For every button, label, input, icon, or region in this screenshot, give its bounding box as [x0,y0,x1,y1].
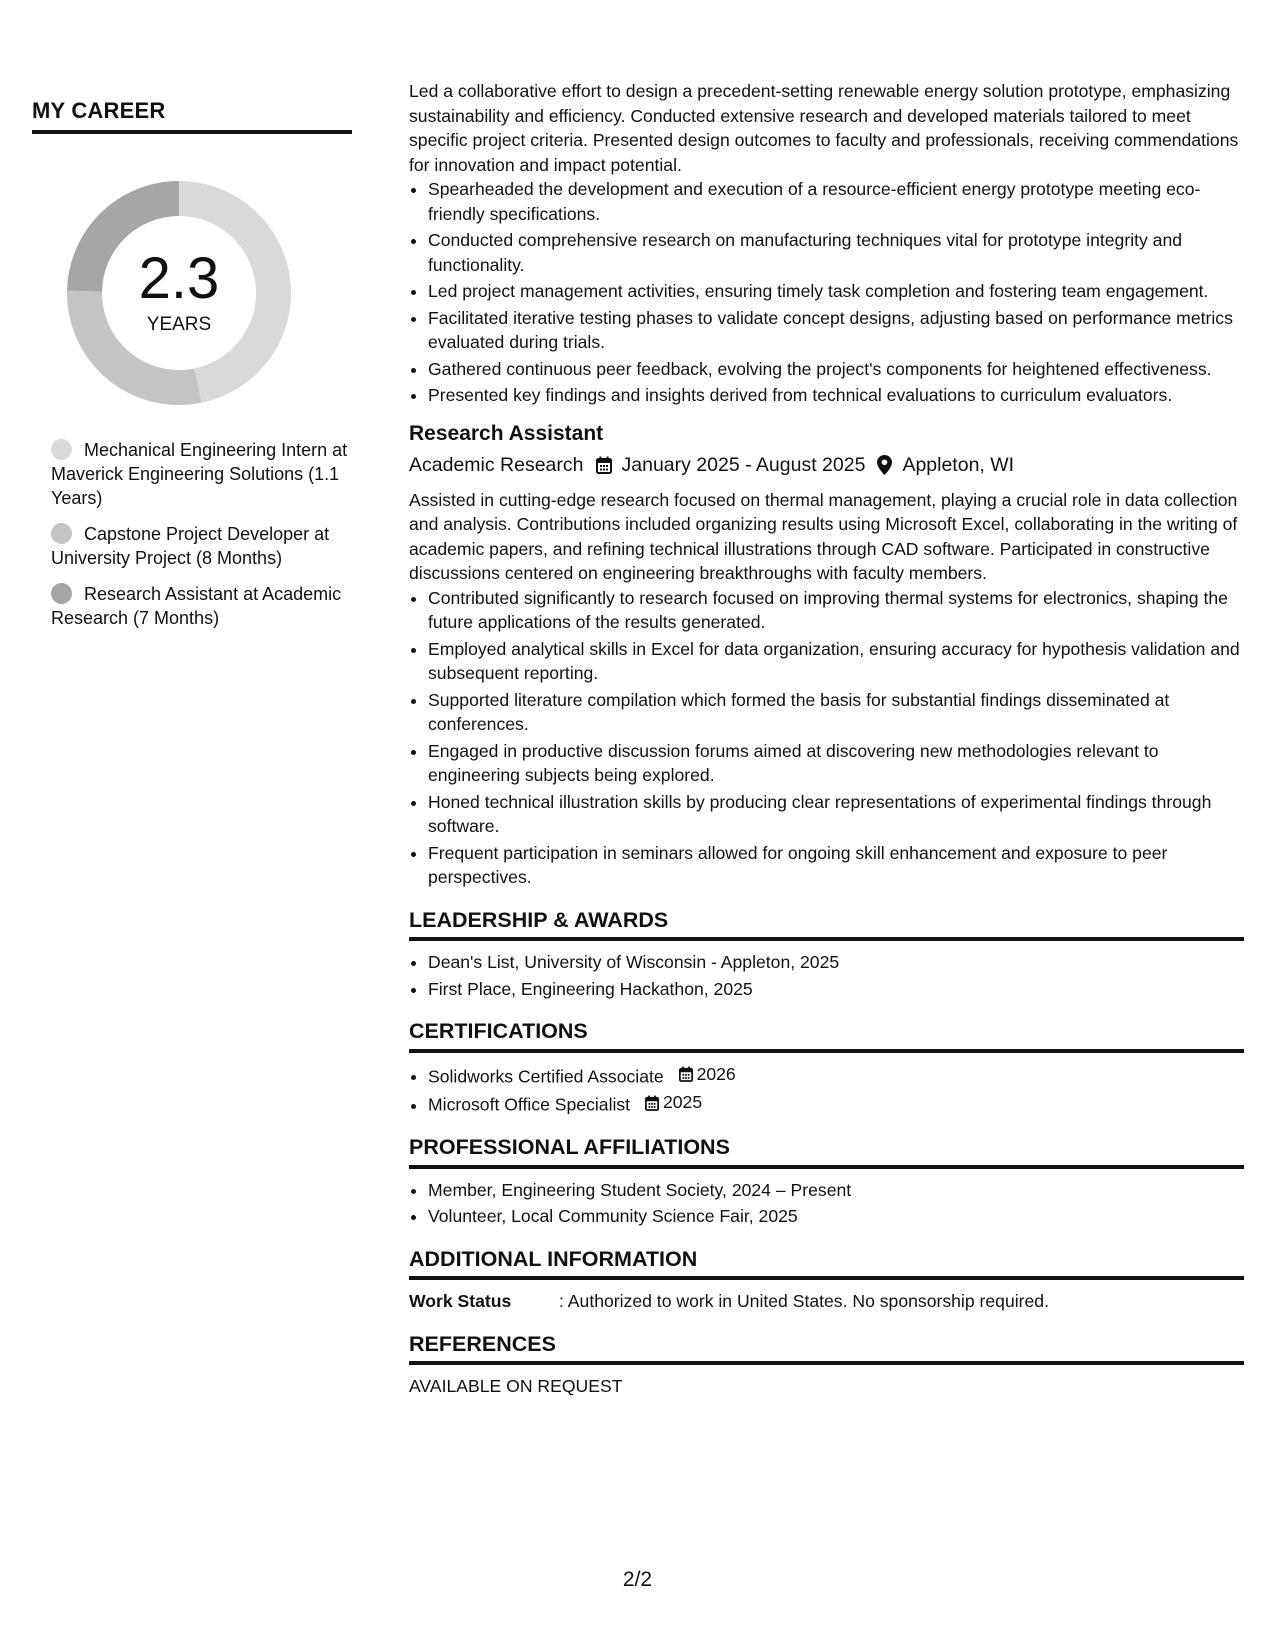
career-title: MY CAREER [32,98,352,134]
career-sidebar [32,98,352,642]
certification-year: 2025 [662,1092,703,1113]
job-company: Academic Research [409,454,584,476]
bullet-item: • Spearheaded the development and execution of a resource-efficient energy prototype meeting eco-friendly specifications. [428,177,1244,226]
calendar-icon [645,1095,659,1111]
bullet-item: • Frequent participation in seminars allowed for ongoing skill enhancement and exposure to peer perspectives. [428,841,1244,890]
job-location: Appleton, WI [902,454,1015,476]
legend-item [51,522,352,570]
job-meta [409,453,1244,478]
certification-name: Microsoft Office Specialist [428,1094,631,1115]
main-content [409,79,1244,1399]
additional-info-title: ADDITIONAL INFORMATION [409,1247,1244,1281]
bullet-item: • Led project management activities, ensuring timely task completion and fostering team engagement. [428,279,1244,304]
certification-item [428,1062,1244,1089]
affiliations-list [409,1178,1244,1229]
page-number: 2/2 [622,1568,653,1591]
references-text: AVAILABLE ON REQUEST [409,1376,623,1396]
bullet-item: • Supported literature compilation which formed the basis for substantial findings disseminated at conferences. [428,688,1244,737]
map-pin-icon [877,455,892,475]
leadership-list [409,950,1244,1001]
certifications-list [409,1062,1244,1118]
total-years-value: 2.3 [138,246,220,311]
legend-item [51,582,352,630]
calendar-icon [679,1066,693,1082]
bullet-item: • Facilitated iterative testing phases to validate concept designs, adjusting based on performance metrics evaluated during trials. [428,306,1244,355]
work-status-row [409,1289,1244,1314]
calendar-icon [596,456,612,474]
bullet-item: • Employed analytical skills in Excel for data organization, ensuring accuracy for hypothesis validation and subsequent reporting. [428,637,1244,686]
work-status-value: : Authorized to work in United States. No sponsorship required. [559,1291,1049,1311]
list-item: • First Place, Engineering Hackathon, 2025 [428,977,1244,1002]
capstone-bullets [409,177,1244,408]
legend-label: Research Assistant at Academic Research (7 Months) [51,584,342,628]
certifications-title: CERTIFICATIONS [409,1019,1244,1053]
bullet-item: • Honed technical illustration skills by producing clear representations of experimental findings through software. [428,790,1244,839]
capstone-summary: Led a collaborative effort to design a precedent-setting renewable energy solution prototype, emphasizing sustainability and efficiency. Conducted extensive research and developed materials tailored to meet specific project criteria. Presented design outcomes to faculty and professionals, receiving commendations for innovation and impact potential. [409,81,1239,175]
bullet-item: • Presented key findings and insights derived from technical evaluations to curriculum evaluators. [428,383,1244,408]
bullet-item: • Gathered continuous peer feedback, evolving the project's components for heightened effectiveness. [428,357,1244,382]
list-item: • Member, Engineering Student Society, 2024 – Present [428,1178,1244,1203]
affiliations-title: PROFESSIONAL AFFILIATIONS [409,1135,1244,1169]
legend-label: Capstone Project Developer at University Project (8 Months) [51,524,330,568]
research-summary: Assisted in cutting-edge research focused on thermal management, playing a crucial role in data collection and analysis. Contributions included organizing results using Microsoft Excel, collaborating in the writing of academic papers, and refining technical illustrations through CAD software. Participated in constructive discussions centered on engineering breakthroughs with faculty members. [409,489,1238,583]
list-item: • Dean's List, University of Wisconsin - Appleton, 2025 [428,950,1244,975]
certification-item [428,1090,1244,1117]
list-item: • Volunteer, Local Community Science Fair, 2025 [428,1204,1244,1229]
research-bullets [409,586,1244,890]
legend-dot [51,523,72,544]
legend-dot [51,583,72,604]
leadership-title: LEADERSHIP & AWARDS [409,908,1244,942]
total-years-unit: YEARS [146,314,212,335]
certification-year: 2026 [696,1063,736,1084]
career-donut-chart [64,178,294,408]
bullet-item: • Contributed significantly to research focused on improving thermal systems for electronics, shaping the future applications of the results generated. [428,586,1244,635]
job-dates: January 2025 - August 2025 [621,454,866,476]
bullet-item: • Conducted comprehensive research on manufacturing techniques vital for prototype integrity and functionality. [428,228,1244,277]
certification-name: Solidworks Certified Associate [428,1065,664,1086]
donut-center [64,178,294,408]
job-title: Research Assistant [409,421,604,445]
legend-item [51,438,352,510]
legend-dot [51,439,72,460]
legend-label: Mechanical Engineering Intern at Maverick Engineering Solutions (1.1 Years) [51,440,348,508]
bullet-item: • Engaged in productive discussion forums aimed at discovering new methodologies relevant to engineering subjects being explored. [428,739,1244,788]
references-title: REFERENCES [409,1332,1244,1366]
work-status-label: Work Status [409,1291,512,1311]
career-legend [32,438,352,630]
